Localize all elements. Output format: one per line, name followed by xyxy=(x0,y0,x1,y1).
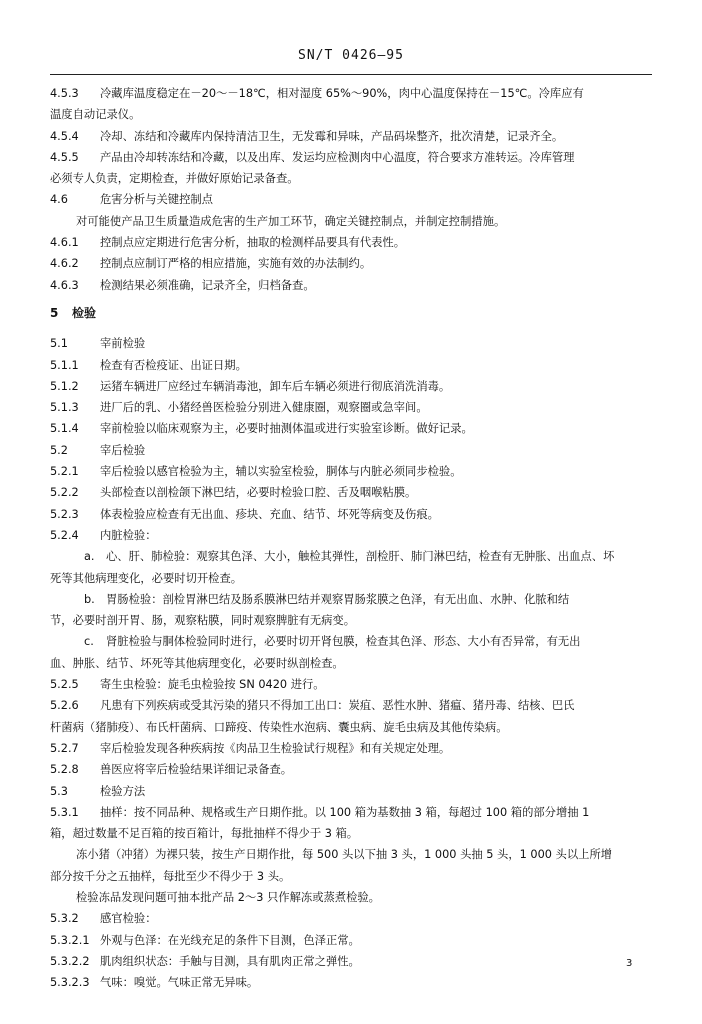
text-line xyxy=(50,355,654,376)
text-line xyxy=(50,546,654,567)
text-line xyxy=(50,930,654,951)
text-line xyxy=(50,147,654,168)
text-line xyxy=(50,333,654,354)
clause-text: 控制点应定期进行危害分析，抽取的检测样品要具有代表性。 xyxy=(100,236,406,250)
clause-number: 5.3.2.3 xyxy=(50,976,90,990)
text-line xyxy=(50,802,654,823)
text-line xyxy=(50,631,654,652)
clause-number: 5.3.2.1 xyxy=(50,933,90,947)
clause-text: 头部检查以剖检颌下淋巴结，必要时检验口腔、舌及咽喉粘膜。 xyxy=(100,486,417,500)
clause-text: 箱，超过数量不足百箱的按百箱计，每批抽样不得少于 3 箱。 xyxy=(50,827,359,841)
clause-text: 控制点应制订严格的相应措施，实施有效的办法制约。 xyxy=(100,257,372,271)
clause-text: 冷藏库温度稳定在－20～－18℃，相对湿度 65%～90%，肉中心温度保持在－15℃。冷库应有 xyxy=(100,87,584,100)
text-line xyxy=(50,126,654,147)
text-line xyxy=(50,568,654,589)
clause-text: 检查有否检疫证、出证日期。 xyxy=(100,358,247,372)
clause-number: 5.2.3 xyxy=(50,507,79,521)
text-line xyxy=(50,759,654,780)
clause-text: 冻小猪（冲猪）为裸只装，按生产日期作批，每 500 头以下抽 3 头，1 000 头抽 5 头，1 000 头以上所增 xyxy=(76,848,613,862)
clause-number: 5.3 xyxy=(50,784,68,798)
section-number: 5 xyxy=(50,305,59,320)
text-line xyxy=(50,253,654,274)
clause-number: 5.1 xyxy=(50,337,68,351)
clause-text: 肾脏检验与胴体检验同时进行，必要时切开肾包膜，检查其色泽、形态、大小有否异常，有无出 xyxy=(106,635,581,649)
clause-number: 5.2.2 xyxy=(50,486,79,500)
clause-text: 内脏检验： xyxy=(100,528,157,542)
text-line xyxy=(50,504,654,525)
text-line xyxy=(50,83,654,104)
text-line xyxy=(50,440,654,461)
text-line xyxy=(50,674,654,695)
clause-text: 产品由冷却转冻结和冷藏，以及出库、发运均应检测肉中心温度，符合要求方准转运。冷库管理 xyxy=(100,150,575,164)
clause-number: 4.6.3 xyxy=(50,278,79,292)
header-rule xyxy=(50,74,652,75)
clause-number: 5.3.2.2 xyxy=(50,954,90,968)
text-line xyxy=(50,781,654,802)
clause-text: 进厂后的乳、小猪经兽医检验分别进入健康圈，观察圈或急宰间。 xyxy=(100,401,428,415)
text-line xyxy=(50,525,654,546)
clause-number: 5.2 xyxy=(50,443,68,457)
clause-text: 宰后检验 xyxy=(100,443,146,457)
section-4-lines xyxy=(50,83,654,296)
clause-text: 宰前检验以临床观察为主，必要时抽测体温或进行实验室诊断。做好记录。 xyxy=(100,422,473,436)
clause-text: 胃肠检验：剖检胃淋巴结及肠系膜淋巴结并观察胃肠浆膜之色泽，有无出血、水肿、化脓和结 xyxy=(106,592,570,606)
clause-number: c. xyxy=(84,635,94,649)
clause-text: 体表检验应检查有无出血、疹块、充血、结节、坏死等病变及伤痕。 xyxy=(100,507,439,521)
clause-text: 心、肝、肺检验：观察其色泽、大小，触检其弹性，剖检肝、肺门淋巴结，检查有无肿胀、出血点、坏 xyxy=(106,550,615,564)
text-line xyxy=(50,695,654,716)
clause-text: 危害分析与关键控制点 xyxy=(100,193,213,207)
text-line xyxy=(50,397,654,418)
clause-number: 4.5.3 xyxy=(50,87,79,100)
clause-text: 冷却、冻结和冷藏库内保持清洁卫生，无发霉和异味，产品码垛整齐，批次清楚，记录齐全。 xyxy=(100,129,564,143)
clause-number: a. xyxy=(84,550,95,564)
document-body xyxy=(50,83,654,993)
clause-number: 4.5.4 xyxy=(50,129,79,143)
clause-text: 死等其他病理变化，必要时切开检查。 xyxy=(50,571,243,585)
text-line xyxy=(50,189,654,210)
clause-text: 寄生虫检验：旋毛虫检验按 SN 0420 进行。 xyxy=(100,678,325,692)
text-line xyxy=(50,610,654,631)
clause-number: 5.1.2 xyxy=(50,379,79,393)
text-line xyxy=(50,168,654,189)
text-line xyxy=(50,482,654,503)
clause-text: 温度自动记录仪。 xyxy=(50,108,141,122)
clause-text: 抽样：按不同品种、规格或生产日期作批。以 100 箱为基数抽 3 箱，每超过 100 箱的部分增抽 1 xyxy=(100,805,590,819)
text-line xyxy=(50,866,654,887)
clause-text: 运猪车辆进厂应经过车辆消毒池，卸车后车辆必须进行彻底消洗消毒。 xyxy=(100,379,451,393)
text-line xyxy=(50,418,654,439)
clause-number: 5.1.1 xyxy=(50,358,79,372)
text-line xyxy=(50,653,654,674)
text-line xyxy=(50,951,654,972)
clause-text: 必须专人负责，定期检查，并做好原始记录备查。 xyxy=(50,172,299,186)
text-line xyxy=(50,972,654,993)
text-line xyxy=(50,908,654,929)
clause-number: 5.3.1 xyxy=(50,805,79,819)
clause-text: 外观与色泽：在光线充足的条件下目测，色泽正常。 xyxy=(100,933,360,947)
clause-number: 5.2.4 xyxy=(50,528,79,542)
clause-text: 气味：嗅觉。气味正常无异味。 xyxy=(100,976,259,990)
page-number: 3 xyxy=(626,958,633,969)
clause-number: b. xyxy=(84,592,95,606)
text-line xyxy=(50,104,654,125)
clause-number: 4.6 xyxy=(50,193,68,207)
clause-number: 5.1.3 xyxy=(50,401,79,415)
clause-number: 4.5.5 xyxy=(50,150,79,164)
text-line xyxy=(50,461,654,482)
text-line xyxy=(50,738,654,759)
clause-text: 宰后检验发现各种疾病按《肉品卫生检验试行规程》和有关规定处理。 xyxy=(100,741,451,755)
clause-number: 5.2.1 xyxy=(50,465,79,479)
clause-text: 兽医应将宰后检验结果详细记录备查。 xyxy=(100,763,293,777)
clause-number: 5.1.4 xyxy=(50,422,79,436)
clause-number: 5.2.7 xyxy=(50,741,79,755)
text-line xyxy=(50,844,654,865)
text-line xyxy=(50,589,654,610)
clause-number: 5.2.5 xyxy=(50,678,79,692)
clause-number: 5.3.2 xyxy=(50,912,79,926)
clause-text: 宰后检验以感官检验为主，辅以实验室检验，胴体与内脏必须同步检验。 xyxy=(100,465,462,479)
text-line xyxy=(50,376,654,397)
clause-text: 节，必要时剖开胃、肠，观察粘膜，同时观察脾脏有无病变。 xyxy=(50,614,356,628)
clause-text: 检验冻品发现问题可抽本批产品 2～3 只作解冻或蒸煮检验。 xyxy=(76,890,380,904)
text-line xyxy=(50,232,654,253)
clause-text: 杆菌病（猪肺疫）、布氏杆菌病、口蹄疫、传染性水泡病、囊虫病、旋毛虫病及其他传染病。 xyxy=(50,720,508,734)
clause-number: 4.6.2 xyxy=(50,257,79,271)
text-line xyxy=(50,211,654,232)
clause-text: 检测结果必须准确，记录齐全，归档备查。 xyxy=(100,278,315,292)
clause-text: 宰前检验 xyxy=(100,337,146,351)
text-line xyxy=(50,823,654,844)
clause-text: 对可能使产品卫生质量造成危害的生产加工环节，确定关键控制点，并制定控制措施。 xyxy=(76,214,506,228)
clause-number: 5.2.6 xyxy=(50,699,79,713)
clause-text: 血、肿胀、结节、坏死等其他病理变化，必要时纵剖检查。 xyxy=(50,656,344,670)
section-title: 检验 xyxy=(72,305,97,320)
text-line xyxy=(50,717,654,738)
clause-text: 感官检验： xyxy=(100,912,157,926)
text-line xyxy=(50,275,654,296)
clause-number: 5.2.8 xyxy=(50,763,79,777)
clause-text: 检验方法 xyxy=(100,784,146,798)
clause-number: 4.6.1 xyxy=(50,236,79,250)
clause-text: 肌肉组织状态：手触与目测，具有肌肉正常之弹性。 xyxy=(100,954,360,968)
section-5-lines xyxy=(50,333,654,993)
clause-text: 凡患有下列疾病或受其污染的猪只不得加工出口：炭疽、恶性水肿、猪瘟、猪丹毒、结核、巴氏 xyxy=(100,699,575,713)
clause-text: 部分按千分之五抽样，每批至少不得少于 3 头。 xyxy=(50,869,291,883)
standard-code-header: SN/T 0426—95 xyxy=(298,48,404,63)
section-5-heading xyxy=(50,303,654,324)
text-line xyxy=(50,887,654,908)
